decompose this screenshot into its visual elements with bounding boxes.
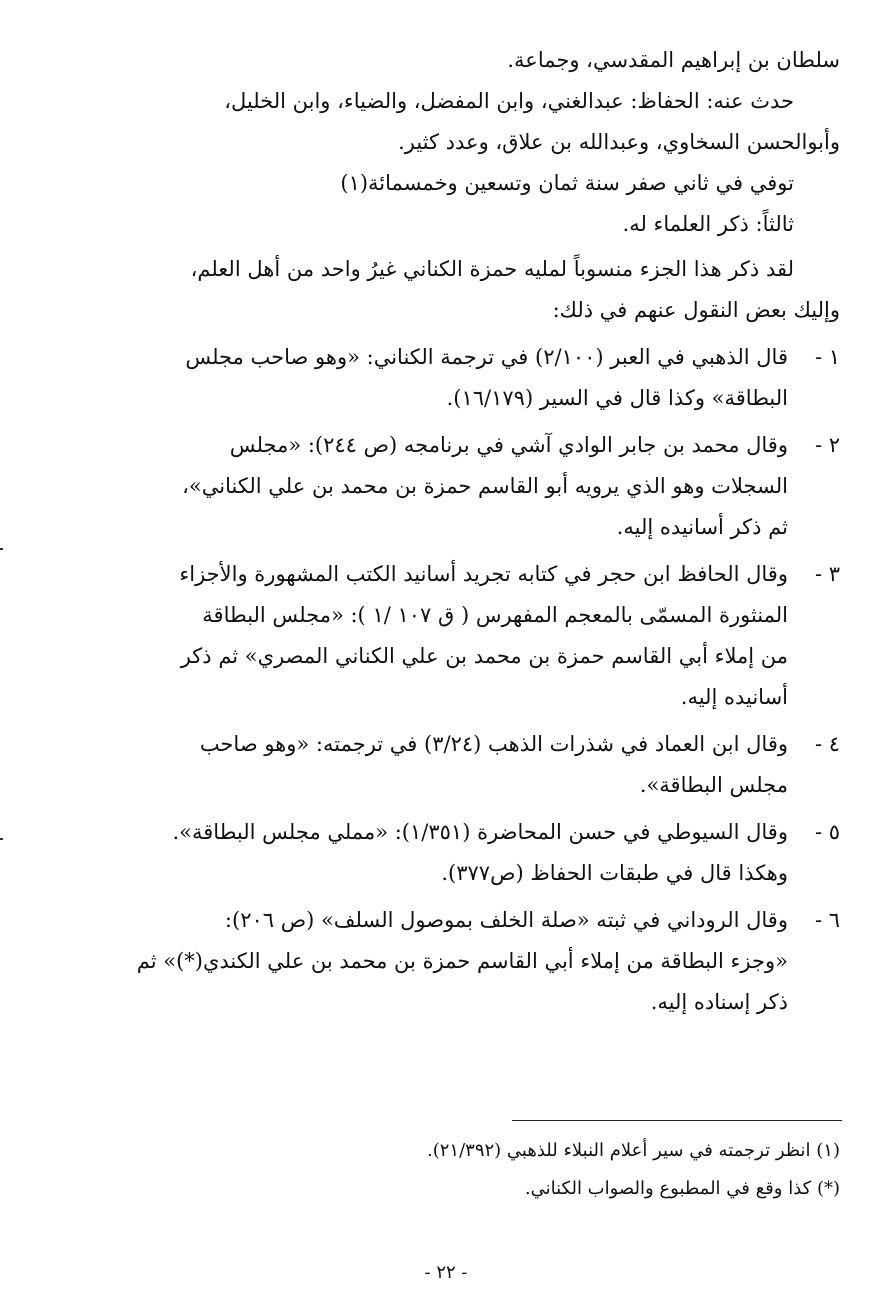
intro-line-4: توفي في ثاني صفر سنة ثمان وتسعين وخمسمائة(١)	[340, 171, 794, 195]
list-item-number: ١ -	[814, 345, 840, 369]
intro-line-7: وإليك بعض النقول عنهم في ذلك:	[552, 298, 840, 322]
list-item-line: ذكر إسناده إليه.	[650, 990, 788, 1014]
main-text-block	[90, 40, 840, 1023]
list-item-line: السجلات وهو الذي يرويه أبو القاسم حمزة بن محمد بن علي الكناني»،	[182, 474, 788, 498]
list-item-number: ٢ -	[814, 433, 840, 457]
list-item-line: وقال السيوطي في حسن المحاضرة (١/٣٥١): «مملي مجلس البطاقة».	[172, 820, 788, 844]
list-item-4	[90, 724, 840, 806]
scan-margin-mark	[0, 548, 3, 550]
intro-line-6: لقد ذكر هذا الجزء منسوباً لمليه حمزة الكناني غيرُ واحد من أهل العلم،	[190, 257, 794, 281]
list-item-line: قال الذهبي في العبر (٢/١٠٠) في ترجمة الكناني: «وهو صاحب مجلس	[185, 345, 788, 369]
list-item-line: من إملاء أبي القاسم حمزة بن محمد بن علي الكناني المصري» ثم ذكر	[180, 644, 788, 668]
list-item-line: المنثورة المسمّى بالمعجم المفهرس ( ق ١٠٧ /١ ): «مجلس البطاقة	[202, 603, 788, 627]
footnote-1: (١) انظر ترجمته في سير أعلام النبلاء للذهبي (٢١/٣٩٢).	[427, 1140, 840, 1161]
list-item-line: ثم ذكر أسانيده إليه.	[616, 515, 788, 539]
intro-line-3: وأبوالحسن السخاوي، وعبدالله بن علاق، وعدد كثير.	[398, 130, 840, 154]
list-item-line: أسانيده إليه.	[680, 685, 788, 709]
footnote-2: (*) كذا وقع في المطبوع والصواب الكناني.	[524, 1178, 840, 1199]
list-item-3	[90, 554, 840, 718]
list-item-6	[90, 900, 840, 1023]
list-item-line: مجلس البطاقة».	[639, 773, 788, 797]
list-item-5	[90, 812, 840, 894]
list-item-number: ٣ -	[814, 562, 840, 586]
list-item-2	[90, 425, 840, 548]
list-item-line: «وجزء البطاقة من إملاء أبي القاسم حمزة بن محمد بن علي الكندي(*)» ثم	[136, 949, 788, 973]
list-item-number: ٦ -	[814, 908, 840, 932]
list-item-line: وقال الحافظ ابن حجر في كتابه تجريد أسانيد الكتب المشهورة والأجزاء	[179, 562, 788, 586]
list-item-line: وهكذا قال في طبقات الحفاظ (ص٣٧٧).	[441, 861, 788, 885]
list-item-line: البطاقة» وكذا قال في السير (١٦/١٧٩).	[446, 386, 788, 410]
list-item-line: وقال محمد بن جابر الوادي آشي في برنامجه (ص ٢٤٤): «مجلس	[229, 433, 788, 457]
footnotes-block	[300, 1132, 840, 1208]
list-item-line: وقال ابن العماد في شذرات الذهب (٣/٢٤) في ترجمته: «وهو صاحب	[199, 732, 788, 756]
list-item-number: ٥ -	[814, 820, 840, 844]
intro-line-2: حدث عنه: الحفاظ: عبدالغني، وابن المفضل، والضياء، وابن الخليل،	[224, 89, 794, 113]
footnote-divider	[512, 1120, 842, 1121]
intro-line-1: سلطان بن إبراهيم المقدسي، وجماعة.	[507, 48, 840, 72]
page-number: - ٢٢ -	[424, 1262, 468, 1283]
scan-margin-mark	[0, 838, 3, 840]
list-item-line: وقال الروداني في ثبته «صلة الخلف بموصول السلف» (ص ٢٠٦):	[224, 908, 788, 932]
section-heading: ثالثاً: ذكر العلماء له.	[622, 212, 794, 236]
list-item-number: ٤ -	[814, 732, 840, 756]
list-item-1	[90, 337, 840, 419]
